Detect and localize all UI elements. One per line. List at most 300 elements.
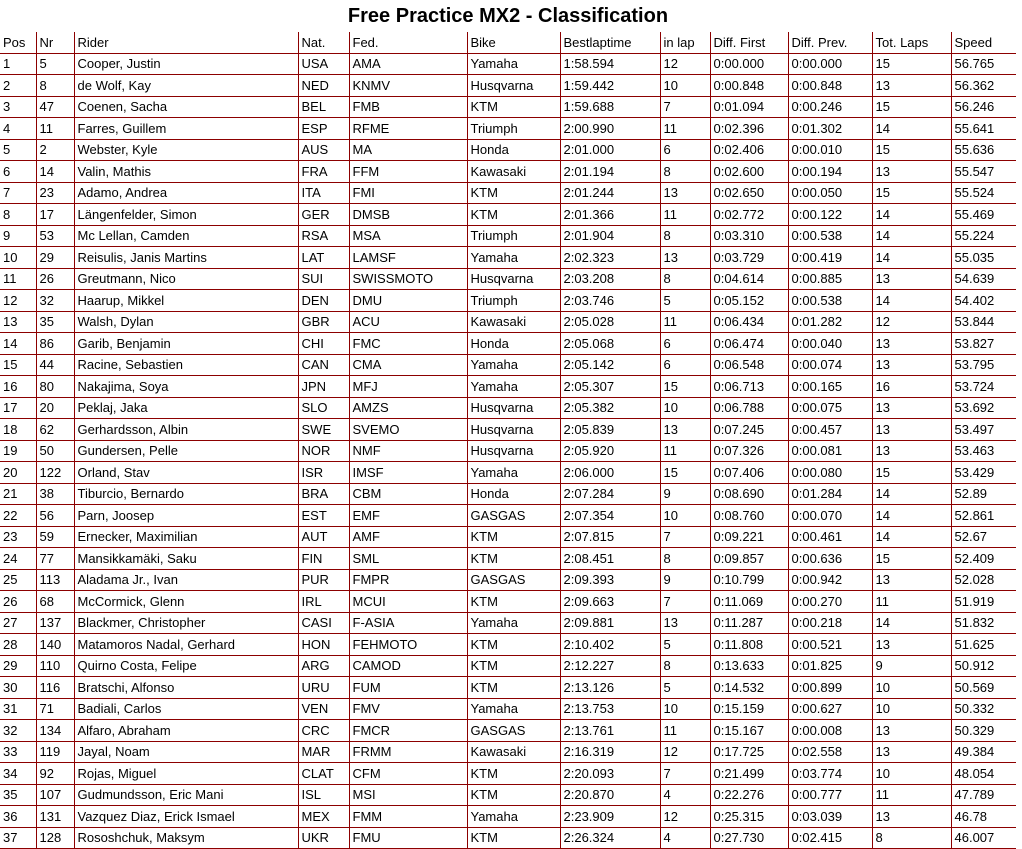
cell-tot-laps: 15 xyxy=(872,548,951,570)
cell-bike: KTM xyxy=(467,526,560,548)
cell-in-lap: 8 xyxy=(660,225,710,247)
cell-diff-prev: 0:00.165 xyxy=(788,376,872,398)
column-header-diff-prev: Diff. Prev. xyxy=(788,32,872,53)
cell-bike: Honda xyxy=(467,139,560,161)
cell-speed: 55.641 xyxy=(951,118,1016,140)
cell-diff-first: 0:08.760 xyxy=(710,505,788,527)
cell-pos: 13 xyxy=(0,311,36,333)
cell-bike: Yamaha xyxy=(467,698,560,720)
cell-rider: Gundersen, Pelle xyxy=(74,440,298,462)
cell-diff-prev: 0:00.885 xyxy=(788,268,872,290)
cell-diff-prev: 0:00.246 xyxy=(788,96,872,118)
table-row xyxy=(0,440,1016,462)
cell-fed: SML xyxy=(349,548,467,570)
cell-nr: 29 xyxy=(36,247,74,269)
cell-bestlaptime: 2:06.000 xyxy=(560,462,660,484)
cell-pos: 11 xyxy=(0,268,36,290)
cell-diff-first: 0:03.310 xyxy=(710,225,788,247)
cell-speed: 49.384 xyxy=(951,741,1016,763)
cell-tot-laps: 15 xyxy=(872,462,951,484)
cell-nr: 17 xyxy=(36,204,74,226)
cell-fed: DMSB xyxy=(349,204,467,226)
cell-speed: 53.497 xyxy=(951,419,1016,441)
cell-nat: EST xyxy=(298,505,349,527)
cell-bestlaptime: 2:23.909 xyxy=(560,806,660,828)
cell-tot-laps: 14 xyxy=(872,483,951,505)
cell-in-lap: 7 xyxy=(660,96,710,118)
cell-nat: RSA xyxy=(298,225,349,247)
table-row xyxy=(0,182,1016,204)
cell-diff-prev: 0:00.521 xyxy=(788,634,872,656)
cell-rider: Peklaj, Jaka xyxy=(74,397,298,419)
cell-nr: 50 xyxy=(36,440,74,462)
cell-fed: NMF xyxy=(349,440,467,462)
page-title: Free Practice MX2 - Classification xyxy=(347,5,669,27)
cell-diff-prev: 0:01.284 xyxy=(788,483,872,505)
cell-diff-prev: 0:00.194 xyxy=(788,161,872,183)
cell-bike: Husqvarna xyxy=(467,440,560,462)
cell-tot-laps: 13 xyxy=(872,75,951,97)
table-row xyxy=(0,161,1016,183)
cell-speed: 55.469 xyxy=(951,204,1016,226)
table-row xyxy=(0,698,1016,720)
cell-rider: Webster, Kyle xyxy=(74,139,298,161)
cell-bestlaptime: 2:01.904 xyxy=(560,225,660,247)
cell-nr: 8 xyxy=(36,75,74,97)
cell-nat: NED xyxy=(298,75,349,97)
header-row xyxy=(0,32,1016,53)
cell-tot-laps: 14 xyxy=(872,225,951,247)
cell-fed: KNMV xyxy=(349,75,467,97)
cell-diff-first: 0:06.474 xyxy=(710,333,788,355)
cell-in-lap: 13 xyxy=(660,182,710,204)
cell-pos: 2 xyxy=(0,75,36,97)
table-row xyxy=(0,655,1016,677)
cell-bike: KTM xyxy=(467,204,560,226)
cell-diff-prev: 0:01.282 xyxy=(788,311,872,333)
cell-rider: Badiali, Carlos xyxy=(74,698,298,720)
cell-tot-laps: 10 xyxy=(872,763,951,785)
column-header-in-lap: in lap xyxy=(660,32,710,53)
cell-pos: 35 xyxy=(0,784,36,806)
cell-tot-laps: 15 xyxy=(872,139,951,161)
cell-rider: Valin, Mathis xyxy=(74,161,298,183)
cell-bestlaptime: 2:09.393 xyxy=(560,569,660,591)
cell-rider: Gerhardsson, Albin xyxy=(74,419,298,441)
cell-fed: CMA xyxy=(349,354,467,376)
cell-pos: 20 xyxy=(0,462,36,484)
cell-tot-laps: 13 xyxy=(872,569,951,591)
cell-diff-first: 0:14.532 xyxy=(710,677,788,699)
cell-diff-prev: 0:00.538 xyxy=(788,225,872,247)
cell-in-lap: 10 xyxy=(660,698,710,720)
cell-fed: FMI xyxy=(349,182,467,204)
cell-bike: Husqvarna xyxy=(467,419,560,441)
table-row xyxy=(0,784,1016,806)
cell-speed: 46.78 xyxy=(951,806,1016,828)
table-row xyxy=(0,333,1016,355)
cell-nat: HON xyxy=(298,634,349,656)
cell-bestlaptime: 2:20.093 xyxy=(560,763,660,785)
cell-diff-prev: 0:01.302 xyxy=(788,118,872,140)
cell-fed: CBM xyxy=(349,483,467,505)
cell-bestlaptime: 2:05.382 xyxy=(560,397,660,419)
cell-pos: 15 xyxy=(0,354,36,376)
cell-speed: 52.409 xyxy=(951,548,1016,570)
cell-speed: 50.912 xyxy=(951,655,1016,677)
cell-nr: 77 xyxy=(36,548,74,570)
cell-speed: 51.919 xyxy=(951,591,1016,613)
cell-in-lap: 11 xyxy=(660,440,710,462)
cell-rider: Blackmer, Christopher xyxy=(74,612,298,634)
cell-nr: 62 xyxy=(36,419,74,441)
cell-tot-laps: 11 xyxy=(872,591,951,613)
cell-pos: 3 xyxy=(0,96,36,118)
cell-tot-laps: 16 xyxy=(872,376,951,398)
cell-rider: Farres, Guillem xyxy=(74,118,298,140)
cell-pos: 32 xyxy=(0,720,36,742)
cell-speed: 46.007 xyxy=(951,827,1016,849)
cell-in-lap: 5 xyxy=(660,290,710,312)
cell-speed: 52.861 xyxy=(951,505,1016,527)
cell-diff-first: 0:03.729 xyxy=(710,247,788,269)
cell-in-lap: 7 xyxy=(660,591,710,613)
cell-fed: FMM xyxy=(349,806,467,828)
cell-rider: Nakajima, Soya xyxy=(74,376,298,398)
cell-speed: 50.329 xyxy=(951,720,1016,742)
table-row xyxy=(0,462,1016,484)
table-row xyxy=(0,741,1016,763)
cell-bestlaptime: 2:09.663 xyxy=(560,591,660,613)
cell-in-lap: 11 xyxy=(660,118,710,140)
cell-pos: 30 xyxy=(0,677,36,699)
cell-pos: 23 xyxy=(0,526,36,548)
cell-diff-first: 0:11.069 xyxy=(710,591,788,613)
cell-in-lap: 6 xyxy=(660,139,710,161)
table-row xyxy=(0,526,1016,548)
cell-diff-first: 0:25.315 xyxy=(710,806,788,828)
cell-diff-prev: 0:01.825 xyxy=(788,655,872,677)
cell-in-lap: 9 xyxy=(660,483,710,505)
cell-diff-first: 0:07.326 xyxy=(710,440,788,462)
column-header-rider: Rider xyxy=(74,32,298,53)
cell-bike: KTM xyxy=(467,634,560,656)
cell-nat: ARG xyxy=(298,655,349,677)
cell-diff-prev: 0:00.899 xyxy=(788,677,872,699)
cell-bestlaptime: 2:09.881 xyxy=(560,612,660,634)
cell-nat: CLAT xyxy=(298,763,349,785)
cell-nr: 137 xyxy=(36,612,74,634)
cell-nat: URU xyxy=(298,677,349,699)
cell-nat: CHI xyxy=(298,333,349,355)
cell-pos: 29 xyxy=(0,655,36,677)
cell-diff-first: 0:22.276 xyxy=(710,784,788,806)
cell-bike: Kawasaki xyxy=(467,161,560,183)
cell-fed: MA xyxy=(349,139,467,161)
cell-tot-laps: 10 xyxy=(872,698,951,720)
cell-diff-first: 0:09.857 xyxy=(710,548,788,570)
cell-tot-laps: 14 xyxy=(872,290,951,312)
cell-rider: Cooper, Justin xyxy=(74,53,298,75)
cell-speed: 55.524 xyxy=(951,182,1016,204)
cell-speed: 54.402 xyxy=(951,290,1016,312)
cell-bestlaptime: 2:16.319 xyxy=(560,741,660,763)
cell-rider: Greutmann, Nico xyxy=(74,268,298,290)
cell-speed: 51.832 xyxy=(951,612,1016,634)
cell-nr: 11 xyxy=(36,118,74,140)
cell-fed: SVEMO xyxy=(349,419,467,441)
cell-in-lap: 15 xyxy=(660,376,710,398)
cell-diff-first: 0:02.650 xyxy=(710,182,788,204)
cell-nr: 92 xyxy=(36,763,74,785)
cell-bestlaptime: 2:13.126 xyxy=(560,677,660,699)
cell-diff-prev: 0:00.636 xyxy=(788,548,872,570)
cell-tot-laps: 13 xyxy=(872,419,951,441)
table-row xyxy=(0,311,1016,333)
cell-rider: Coenen, Sacha xyxy=(74,96,298,118)
cell-diff-first: 0:10.799 xyxy=(710,569,788,591)
column-header-fed: Fed. xyxy=(349,32,467,53)
cell-diff-prev: 0:00.000 xyxy=(788,53,872,75)
cell-fed: SWISSMOTO xyxy=(349,268,467,290)
cell-diff-first: 0:02.406 xyxy=(710,139,788,161)
cell-nat: MAR xyxy=(298,741,349,763)
cell-pos: 10 xyxy=(0,247,36,269)
cell-in-lap: 12 xyxy=(660,53,710,75)
cell-rider: Vazquez Diaz, Erick Ismael xyxy=(74,806,298,828)
cell-nr: 128 xyxy=(36,827,74,849)
cell-nat: CASI xyxy=(298,612,349,634)
cell-fed: FMPR xyxy=(349,569,467,591)
cell-bestlaptime: 2:01.244 xyxy=(560,182,660,204)
cell-bestlaptime: 2:13.761 xyxy=(560,720,660,742)
cell-fed: FMU xyxy=(349,827,467,849)
cell-pos: 22 xyxy=(0,505,36,527)
table-row xyxy=(0,247,1016,269)
cell-tot-laps: 15 xyxy=(872,182,951,204)
cell-in-lap: 7 xyxy=(660,763,710,785)
cell-diff-prev: 0:00.008 xyxy=(788,720,872,742)
cell-pos: 25 xyxy=(0,569,36,591)
cell-nat: DEN xyxy=(298,290,349,312)
cell-in-lap: 10 xyxy=(660,397,710,419)
cell-in-lap: 7 xyxy=(660,526,710,548)
cell-bestlaptime: 2:01.000 xyxy=(560,139,660,161)
cell-diff-prev: 0:03.039 xyxy=(788,806,872,828)
cell-pos: 18 xyxy=(0,419,36,441)
cell-bike: GASGAS xyxy=(467,505,560,527)
cell-in-lap: 15 xyxy=(660,462,710,484)
cell-nat: ISR xyxy=(298,462,349,484)
cell-rider: Ernecker, Maximilian xyxy=(74,526,298,548)
cell-nr: 134 xyxy=(36,720,74,742)
cell-rider: Racine, Sebastien xyxy=(74,354,298,376)
cell-diff-prev: 0:00.074 xyxy=(788,354,872,376)
cell-tot-laps: 14 xyxy=(872,247,951,269)
cell-fed: AMF xyxy=(349,526,467,548)
cell-bike: Triumph xyxy=(467,118,560,140)
cell-speed: 52.89 xyxy=(951,483,1016,505)
cell-pos: 36 xyxy=(0,806,36,828)
cell-tot-laps: 13 xyxy=(872,440,951,462)
cell-diff-first: 0:07.245 xyxy=(710,419,788,441)
cell-diff-prev: 0:00.538 xyxy=(788,290,872,312)
cell-nat: CAN xyxy=(298,354,349,376)
column-header-bestlaptime: Bestlaptime xyxy=(560,32,660,53)
cell-diff-prev: 0:00.461 xyxy=(788,526,872,548)
cell-diff-first: 0:04.614 xyxy=(710,268,788,290)
table-row xyxy=(0,827,1016,849)
cell-speed: 53.844 xyxy=(951,311,1016,333)
cell-tot-laps: 14 xyxy=(872,204,951,226)
table-row xyxy=(0,806,1016,828)
cell-diff-first: 0:13.633 xyxy=(710,655,788,677)
cell-fed: FMCR xyxy=(349,720,467,742)
cell-pos: 33 xyxy=(0,741,36,763)
cell-fed: RFME xyxy=(349,118,467,140)
cell-fed: F-ASIA xyxy=(349,612,467,634)
cell-in-lap: 8 xyxy=(660,161,710,183)
cell-fed: FMV xyxy=(349,698,467,720)
cell-rider: Rojas, Miguel xyxy=(74,763,298,785)
cell-bestlaptime: 2:10.402 xyxy=(560,634,660,656)
cell-nr: 2 xyxy=(36,139,74,161)
cell-diff-prev: 0:00.075 xyxy=(788,397,872,419)
table-body xyxy=(0,53,1016,849)
cell-fed: ACU xyxy=(349,311,467,333)
cell-tot-laps: 15 xyxy=(872,53,951,75)
table-row xyxy=(0,612,1016,634)
table-row xyxy=(0,419,1016,441)
table-row xyxy=(0,591,1016,613)
cell-rider: Rososhchuk, Maksym xyxy=(74,827,298,849)
cell-nat: NOR xyxy=(298,440,349,462)
cell-in-lap: 8 xyxy=(660,268,710,290)
cell-diff-prev: 0:03.774 xyxy=(788,763,872,785)
cell-bike: KTM xyxy=(467,96,560,118)
cell-nat: USA xyxy=(298,53,349,75)
cell-diff-first: 0:06.548 xyxy=(710,354,788,376)
cell-diff-first: 0:15.159 xyxy=(710,698,788,720)
table-row xyxy=(0,290,1016,312)
cell-diff-first: 0:21.499 xyxy=(710,763,788,785)
cell-diff-first: 0:27.730 xyxy=(710,827,788,849)
cell-nat: MEX xyxy=(298,806,349,828)
cell-diff-first: 0:08.690 xyxy=(710,483,788,505)
cell-nr: 20 xyxy=(36,397,74,419)
cell-rider: Bratschi, Alfonso xyxy=(74,677,298,699)
table-row xyxy=(0,548,1016,570)
cell-diff-prev: 0:00.010 xyxy=(788,139,872,161)
table-row xyxy=(0,763,1016,785)
table-row xyxy=(0,569,1016,591)
cell-diff-prev: 0:00.942 xyxy=(788,569,872,591)
cell-in-lap: 6 xyxy=(660,354,710,376)
cell-nat: BRA xyxy=(298,483,349,505)
cell-fed: FFM xyxy=(349,161,467,183)
cell-bike: KTM xyxy=(467,548,560,570)
cell-bestlaptime: 2:01.194 xyxy=(560,161,660,183)
cell-bike: Honda xyxy=(467,483,560,505)
cell-rider: Haarup, Mikkel xyxy=(74,290,298,312)
column-header-nr: Nr xyxy=(36,32,74,53)
cell-rider: Garib, Benjamin xyxy=(74,333,298,355)
cell-in-lap: 9 xyxy=(660,569,710,591)
cell-bike: Husqvarna xyxy=(467,397,560,419)
cell-pos: 16 xyxy=(0,376,36,398)
cell-nat: ITA xyxy=(298,182,349,204)
cell-in-lap: 13 xyxy=(660,419,710,441)
cell-in-lap: 11 xyxy=(660,204,710,226)
cell-diff-first: 0:17.725 xyxy=(710,741,788,763)
cell-nat: SLO xyxy=(298,397,349,419)
cell-bestlaptime: 2:26.324 xyxy=(560,827,660,849)
cell-fed: FMC xyxy=(349,333,467,355)
cell-in-lap: 13 xyxy=(660,612,710,634)
cell-bike: Husqvarna xyxy=(467,75,560,97)
cell-rider: Orland, Stav xyxy=(74,462,298,484)
cell-bestlaptime: 2:07.354 xyxy=(560,505,660,527)
cell-diff-prev: 0:00.050 xyxy=(788,182,872,204)
cell-tot-laps: 14 xyxy=(872,526,951,548)
cell-nat: JPN xyxy=(298,376,349,398)
cell-fed: CAMOD xyxy=(349,655,467,677)
cell-pos: 21 xyxy=(0,483,36,505)
cell-fed: EMF xyxy=(349,505,467,527)
cell-rider: Gudmundsson, Eric Mani xyxy=(74,784,298,806)
cell-bestlaptime: 2:07.815 xyxy=(560,526,660,548)
cell-bike: Yamaha xyxy=(467,354,560,376)
cell-bike: KTM xyxy=(467,827,560,849)
cell-bike: KTM xyxy=(467,784,560,806)
cell-nat: CRC xyxy=(298,720,349,742)
cell-in-lap: 10 xyxy=(660,75,710,97)
cell-rider: Reisulis, Janis Martins xyxy=(74,247,298,269)
table-row xyxy=(0,53,1016,75)
cell-speed: 53.692 xyxy=(951,397,1016,419)
cell-nr: 119 xyxy=(36,741,74,763)
cell-speed: 50.332 xyxy=(951,698,1016,720)
cell-speed: 53.463 xyxy=(951,440,1016,462)
cell-in-lap: 4 xyxy=(660,827,710,849)
cell-nr: 131 xyxy=(36,806,74,828)
cell-diff-prev: 0:00.627 xyxy=(788,698,872,720)
cell-bike: Husqvarna xyxy=(467,268,560,290)
cell-tot-laps: 13 xyxy=(872,634,951,656)
cell-speed: 55.547 xyxy=(951,161,1016,183)
cell-diff-prev: 0:00.419 xyxy=(788,247,872,269)
cell-diff-first: 0:01.094 xyxy=(710,96,788,118)
cell-pos: 28 xyxy=(0,634,36,656)
classification-table xyxy=(0,32,1016,849)
cell-in-lap: 12 xyxy=(660,806,710,828)
cell-nr: 140 xyxy=(36,634,74,656)
cell-fed: FRMM xyxy=(349,741,467,763)
column-header-speed: Speed xyxy=(951,32,1016,53)
cell-pos: 8 xyxy=(0,204,36,226)
cell-rider: Mansikkamäki, Saku xyxy=(74,548,298,570)
cell-tot-laps: 13 xyxy=(872,354,951,376)
cell-nr: 80 xyxy=(36,376,74,398)
cell-rider: Aladama Jr., Ivan xyxy=(74,569,298,591)
cell-pos: 4 xyxy=(0,118,36,140)
cell-bestlaptime: 2:00.990 xyxy=(560,118,660,140)
cell-tot-laps: 13 xyxy=(872,806,951,828)
cell-speed: 55.224 xyxy=(951,225,1016,247)
cell-diff-prev: 0:00.040 xyxy=(788,333,872,355)
column-header-nat: Nat. xyxy=(298,32,349,53)
cell-diff-first: 0:11.808 xyxy=(710,634,788,656)
